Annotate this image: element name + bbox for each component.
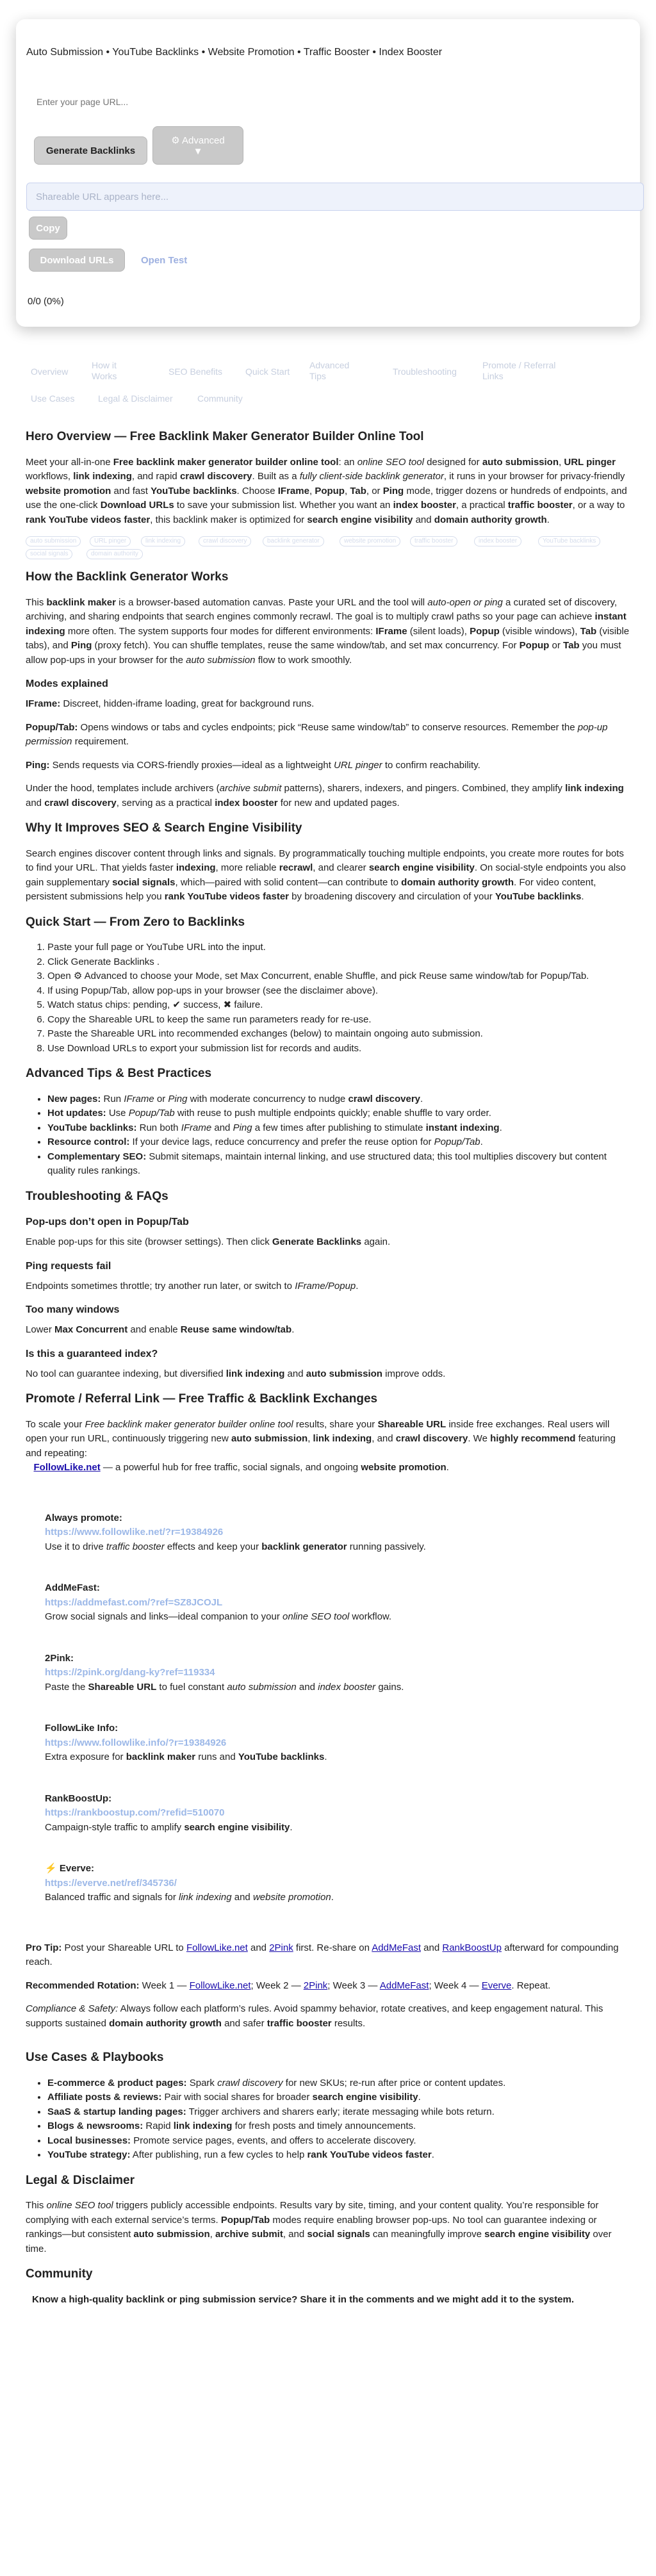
tool-heading: Auto Submission • YouTube Backlinks • Website Promotion • Traffic Booster • Index Booster [26, 47, 443, 58]
open-test-link[interactable]: Open Test [141, 255, 188, 266]
seo-paragraph: Search engines discover content through links and signals. By programmatically touching multiple endpoints, you create more routes for bots to find your URL. That yields faster indexing, more reliable recrawl, and clearer search engine visibility. On social-style endpoints you also gain supplementary social signals, which—paired with solid content—can contribute to domain authority growth. For video content, persistent submissions help you rank YouTube videos faster by broadening discovery and circulation of your YouTube backlinks. [26, 848, 626, 902]
addmefast-link[interactable]: AddMeFast [372, 1942, 421, 1953]
promo-rankboostup [26, 1765, 630, 1835]
rotation: Recommended Rotation: Week 1 — FollowLike.net; Week 2 — 2Pink; Week 3 — AddMeFast; Week 4 — Everve. Repeat. [26, 1980, 551, 1991]
toc-item-community[interactable]: Community [197, 393, 243, 404]
list-item: 3. Open ⚙ Advanced to choose your Mode, set Max Concurrent, enable Shuffle, and pick Reuse same window/tab for Popup/Tab. [47, 969, 630, 984]
community-title: Community [26, 2267, 93, 2281]
pro-tip: Pro Tip: Post your Shareable URL to FollowLike.net and 2Pink first. Re-share on AddMeFast and RankBoostUp afterward for compounding reach. [26, 1942, 619, 1967]
keyword-pills [26, 536, 630, 562]
pill: domain authority [86, 549, 143, 559]
adv-title: Advanced Tips & Best Practices [26, 1067, 212, 1080]
promo-always [26, 1484, 630, 1555]
pill: index booster [474, 536, 521, 546]
pill: YouTube backlinks [538, 536, 600, 546]
faq-a1: Enable pop-ups for this site (browser settings). Then click Generate Backlinks again. [26, 1236, 391, 1247]
list-item: • E-commerce & product pages: Spark crawl discovery for new SKUs; re-run after price or content updates. [47, 2076, 630, 2091]
toc-item-troubleshooting[interactable]: Troubleshooting [393, 366, 457, 377]
quick-steps [26, 940, 630, 1056]
toc-item-advanced-tips[interactable]: Advanced Tips [309, 360, 350, 381]
promo-followlike-info [26, 1694, 630, 1765]
faq-q3: Too many windows [26, 1304, 120, 1315]
promo-link[interactable]: https://everve.net/ref/345736/ [45, 1877, 177, 1889]
promo-link[interactable]: https://rankboostup.com/?refid=510070 [45, 1807, 225, 1818]
seo-title: Why It Improves SEO & Search Engine Visibility [26, 821, 302, 835]
2pink-link[interactable]: 2Pink [269, 1942, 293, 1953]
followlike-link[interactable]: FollowLike.net [33, 1462, 101, 1473]
rankboostup-link[interactable]: RankBoostUp [442, 1942, 502, 1953]
advanced-label: ⚙ Advanced [171, 135, 225, 146]
mode-popup-tab: Popup/Tab: Opens windows or tabs and cycles endpoints; pick “Reuse same window/tab” to conserve resources. Remember the pop-up permission requirement. [26, 721, 608, 747]
faq-q2: Ping requests fail [26, 1260, 111, 1272]
pill: URL pinger [90, 536, 131, 546]
promo-desc: Use it to drive traffic booster effects and keep your backlink generator running passively. [45, 1541, 426, 1552]
everve-link[interactable]: Everve [481, 1980, 512, 1991]
list-item: 8. Use Download URLs to export your submission list for records and audits. [47, 1042, 630, 1056]
quick-title: Quick Start — From Zero to Backlinks [26, 915, 245, 929]
how-paragraph: This backlink maker is a browser-based automation canvas. Paste your URL and the tool will auto-open or ping a curated set of discovery, archiving, and sharing endpoints that search engines commonly recrawl. The goal is to multiply crawl paths so your page can achieve instant indexing more often. The system supports four modes for different environments: IFrame (silent loads), Popup (visible windows), Tab (visible tabs), and Ping (proxy fetch). You can shuffle templates, reuse the same window/tab, and set max concurrency. For Popup or Tab you must allow pop-ups in your browser for the auto submission flow to work smoothly. [26, 596, 630, 666]
copy-button[interactable]: Copy [29, 217, 67, 240]
mode-iframe: IFrame: Discreet, hidden-iframe loading, great for background runs. [26, 698, 315, 709]
chevron-down-icon: ▼ [193, 145, 203, 157]
faq-q4: Is this a guaranteed index? [26, 1348, 158, 1359]
list-item: 5. Watch status chips: pending, ✔ success, ✖ failure. [47, 998, 630, 1013]
modes-title: Modes explained [26, 678, 108, 689]
promo-everve [26, 1835, 630, 1905]
download-urls-button[interactable]: Download URLs [29, 249, 125, 272]
pill: website promotion [340, 536, 400, 546]
how-title: How the Backlink Generator Works [26, 570, 229, 584]
pill: social signals [26, 549, 72, 559]
table-of-contents [31, 347, 633, 411]
promo-2pink [26, 1625, 630, 1695]
toc-item-how-it-works[interactable]: How it Works [92, 360, 117, 381]
list-item: • YouTube strategy: After publishing, run a few cycles to help rank YouTube videos faster. [47, 2148, 630, 2163]
advanced-toggle-button[interactable] [152, 126, 243, 165]
usecases-list [26, 2076, 630, 2163]
how-summary: Under the hood, templates include archivers (archive submit patterns), sharers, indexers, and pingers. Combined, they amplify link indexing and crawl discovery, serving as a practical index booster for new and updated pages. [26, 783, 624, 808]
promo-title: FollowLike Info: [45, 1723, 119, 1734]
mode-ping: Ping: Sends requests via CORS-friendly proxies—ideal as a lightweight URL pinger to confirm reachability. [26, 759, 480, 771]
hero-title: Hero Overview — Free Backlink Maker Generator Builder Online Tool [26, 430, 424, 443]
list-item: 6. Copy the Shareable URL to keep the same run parameters ready for re-use. [47, 1013, 630, 1028]
faq-a2: Endpoints sometimes throttle; try another run later, or switch to IFrame/Popup. [26, 1280, 359, 1292]
pill: auto submission [26, 536, 81, 546]
main-content [26, 428, 630, 2316]
promote-title: Promote / Referral Link — Free Traffic & Backlink Exchanges [26, 1392, 378, 1406]
shareable-url-field[interactable]: Shareable URL appears here... [26, 183, 644, 211]
toc-item-quick-start[interactable]: Quick Start [245, 366, 290, 377]
followlike-link[interactable]: FollowLike.net [186, 1942, 248, 1953]
list-item: • New pages: Run IFrame or Ping with moderate concurrency to nudge crawl discovery. [47, 1092, 630, 1107]
list-item: • Resource control: If your device lags, reduce concurrency and prefer the reuse option for Popup/Tab. [47, 1135, 630, 1150]
legal-title: Legal & Disclaimer [26, 2173, 135, 2187]
tool-card [16, 19, 640, 327]
promo-desc: Extra exposure for backlink maker runs and YouTube backlinks. [45, 1752, 327, 1762]
followlike-link[interactable]: FollowLike.net [189, 1980, 251, 1991]
toc-item-promote[interactable]: Promote / Referral Links [482, 360, 556, 381]
progress-counter: 0/0 (0%) [28, 296, 64, 307]
pill: link indexing [141, 536, 185, 546]
list-item: 4. If using Popup/Tab, allow pop-ups in your browser (see the disclaimer above). [47, 984, 630, 999]
generate-backlinks-button[interactable]: Generate Backlinks [34, 136, 147, 165]
promo-desc: Campaign-style traffic to amplify search engine visibility. [45, 1821, 293, 1833]
list-item: • YouTube backlinks: Run both IFrame and Ping a few times after publishing to stimulate instant indexing. [47, 1121, 630, 1136]
toc-item-overview[interactable]: Overview [31, 366, 69, 377]
promo-title: Always promote: [45, 1512, 122, 1523]
promo-addmefast [26, 1554, 630, 1625]
toc-item-legal[interactable]: Legal & Disclaimer [98, 393, 173, 404]
2pink-link[interactable]: 2Pink [303, 1980, 328, 1991]
compliance: Compliance & Safety: Always follow each platform’s rules. Avoid spammy behavior, rotate creatives, and keep engagement natural. This supports sustained domain authority growth and safer traffic booster results. [26, 2003, 603, 2029]
promo-title: ⚡ Everve: [45, 1863, 95, 1874]
promo-title: AddMeFast: [45, 1582, 100, 1593]
list-item: • Blogs & newsrooms: Rapid link indexing for fresh posts and timely announcements. [47, 2119, 630, 2134]
promo-desc: Grow social signals and links—ideal companion to your online SEO tool workflow. [45, 1611, 392, 1622]
promo-link[interactable]: https://www.followlike.info/?r=19384926 [45, 1737, 227, 1748]
faq-a4: No tool can guarantee indexing, but diversified link indexing and auto submission improve odds. [26, 1368, 446, 1379]
toc-item-use-cases[interactable]: Use Cases [31, 393, 75, 404]
promote-intro: To scale your Free backlink maker generator builder online tool results, share your Shareable URL inside free exchanges. Real users will open your run URL, continuously triggering new auto submission, link indexing, and crawl discovery. We highly recommend featuring and repeating: FollowLike.net — a powerful hub for free traffic, social signals, and ongoing website promotion. [26, 1418, 616, 1473]
promo-link[interactable]: https://addmefast.com/?ref=SZ8JCOJL [45, 1596, 223, 1608]
addmefast-link[interactable]: AddMeFast [379, 1980, 429, 1991]
list-item: 2. Click Generate Backlinks . [47, 955, 630, 970]
adv-list [26, 1092, 630, 1179]
promo-link[interactable]: https://www.followlike.net/?r=19384926 [45, 1527, 224, 1538]
list-item: 1. Paste your full page or YouTube URL into the input. [47, 940, 630, 955]
faq-a3: Lower Max Concurrent and enable Reuse same window/tab. [26, 1324, 295, 1335]
list-item: • Affiliate posts & reviews: Pair with social shares for broader search engine visibility. [47, 2090, 630, 2105]
promo-title: RankBoostUp: [45, 1793, 112, 1804]
community-text: Know a high-quality backlink or ping submission service? Share it in the comments and we might add it to the system. [32, 2293, 574, 2305]
hero-paragraph: Meet your all-in-one Free backlink maker generator builder online tool: an online SEO tool designed for auto submission, URL pinger workflows, link indexing, and rapid crawl discovery. Built as a fully client-side backlink generator, it runs in your browser for privacy-friendly website promotion and fast YouTube backlinks. Choose IFrame, Popup, Tab, or Ping mode, trigger dozens or hundreds of endpoints, and use the one-click Download URLs to save your submission list. Whether you want an index booster, a practical traffic booster, or a way to rank YouTube videos faster, this backlink maker is optimized for search engine visibility and domain authority growth. [26, 456, 627, 525]
trouble-title: Troubleshooting & FAQs [26, 1189, 168, 1203]
list-item: • SaaS & startup landing pages: Trigger archivers and sharers early; iterate messaging while bots return. [47, 2105, 630, 2120]
list-item: • Hot updates: Use Popup/Tab with reuse to push multiple endpoints quickly; enable shuffle to vary order. [47, 1106, 630, 1121]
promo-desc: Balanced traffic and signals for link indexing and website promotion. [45, 1892, 334, 1903]
pill: crawl discovery [199, 536, 251, 546]
page-url-input[interactable] [35, 92, 422, 112]
promo-link[interactable]: https://2pink.org/dang-ky?ref=119334 [45, 1667, 215, 1678]
faq-q1: Pop-ups don’t open in Popup/Tab [26, 1217, 189, 1227]
legal-paragraph: This online SEO tool triggers publicly accessible endpoints. Results vary by site, timing, and your content quality. You’re responsible for complying with each external service’s terms. Popup/Tab modes require enabling browser pop-ups. No tool can guarantee indexing or rankings—but consistent auto submission, archive submit, and social signals can meaningfully improve search engine visibility over time. [26, 2200, 612, 2254]
toc-item-seo-benefits[interactable]: SEO Benefits [168, 366, 223, 377]
pill: traffic booster [410, 536, 457, 546]
list-item: • Complementary SEO: Submit sitemaps, maintain internal linking, and use structured data; this tool multiplies discovery but content quality rules rankings. [47, 1150, 630, 1179]
list-item: • Local businesses: Promote service pages, events, and offers to accelerate discovery. [47, 2134, 630, 2149]
pill: backlink generator [263, 536, 324, 546]
promo-desc: Paste the Shareable URL to fuel constant auto submission and index booster gains. [45, 1681, 404, 1693]
promo-title: 2Pink: [45, 1652, 74, 1664]
usecases-title: Use Cases & Playbooks [26, 2051, 164, 2064]
list-item: 7. Paste the Shareable URL into recommended exchanges (below) to maintain ongoing auto submission. [47, 1027, 630, 1042]
